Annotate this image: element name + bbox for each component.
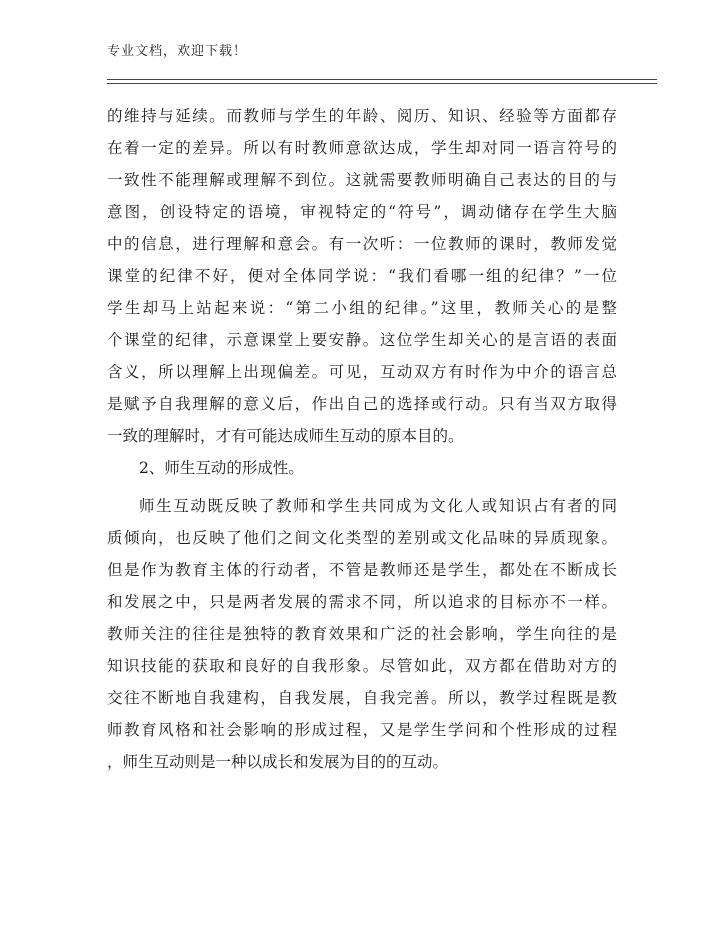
paragraph-line: 中的信息，进行理解和意会。有一次听：一位教师的课时，教师发觉 bbox=[107, 235, 617, 253]
paragraph-line: 课堂的纪律不好，便对全体同学说：“我们看哪一组的纪律？”一位 bbox=[107, 267, 617, 285]
page-header: 专业文档，欢迎下载！ bbox=[107, 44, 248, 59]
paragraph-line: 是赋予自我理解的意义后，作出自己的选择或行动。只有当双方取得 bbox=[107, 395, 617, 413]
paragraph-line: 意图，创设特定的语境，审视特定的“符号”，调动储存在学生大脑 bbox=[107, 203, 617, 221]
paragraph-line: 个课堂的纪律，示意课堂上要安静。这位学生却关心的是言语的表面 bbox=[107, 331, 617, 349]
paragraph-line: 一致的理解时，才有可能达成师生互动的原本目的。 bbox=[107, 427, 464, 445]
paragraph-line: 交往不断地自我建构，自我发展，自我完善。所以，教学过程既是教 bbox=[107, 689, 617, 707]
paragraph-line: 师生互动既反映了教师和学生共同成为文化人或知识占有者的同 bbox=[139, 497, 617, 515]
paragraph-line: 和发展之中，只是两者发展的需求不同，所以追求的目标亦不一样。 bbox=[107, 593, 617, 611]
paragraph-line: 教师关注的往往是独特的教育效果和广泛的社会影响，学生向往的是 bbox=[107, 625, 617, 643]
section-heading: 2、师生互动的形成性。 bbox=[139, 459, 304, 477]
paragraph-line: 质倾向，也反映了他们之间文化类型的差别或文化品味的异质现象。 bbox=[107, 529, 617, 547]
paragraph-line: 但是作为教育主体的行动者，不管是教师还是学生，都处在不断成长 bbox=[107, 561, 617, 579]
paragraph-line: 知识技能的获取和良好的自我形象。尽管如此，双方都在借助对方的 bbox=[107, 657, 617, 675]
header-rule-top bbox=[107, 79, 657, 80]
paragraph-line: 在着一定的差异。所以有时教师意欲达成，学生却对同一语言符号的 bbox=[107, 139, 617, 157]
paragraph-line: ，师生互动则是一种以成长和发展为目的的互动。 bbox=[107, 753, 449, 771]
paragraph-line: 学生却马上站起来说：“第二小组的纪律。”这里，教师关心的是整 bbox=[107, 299, 617, 317]
paragraph-line: 含义，所以理解上出现偏差。可见，互动双方有时作为中介的语言总 bbox=[107, 363, 617, 381]
paragraph-line: 的维持与延续。而教师与学生的年龄、阅历、知识、经验等方面都存 bbox=[107, 107, 617, 125]
header-rule-bottom bbox=[107, 83, 657, 84]
paragraph-line: 师教育风格和社会影响的形成过程，又是学生学问和个性形成的过程 bbox=[107, 721, 617, 739]
paragraph-line: 一致性不能理解或理解不到位。这就需要教师明确自己表达的目的与 bbox=[107, 171, 617, 189]
